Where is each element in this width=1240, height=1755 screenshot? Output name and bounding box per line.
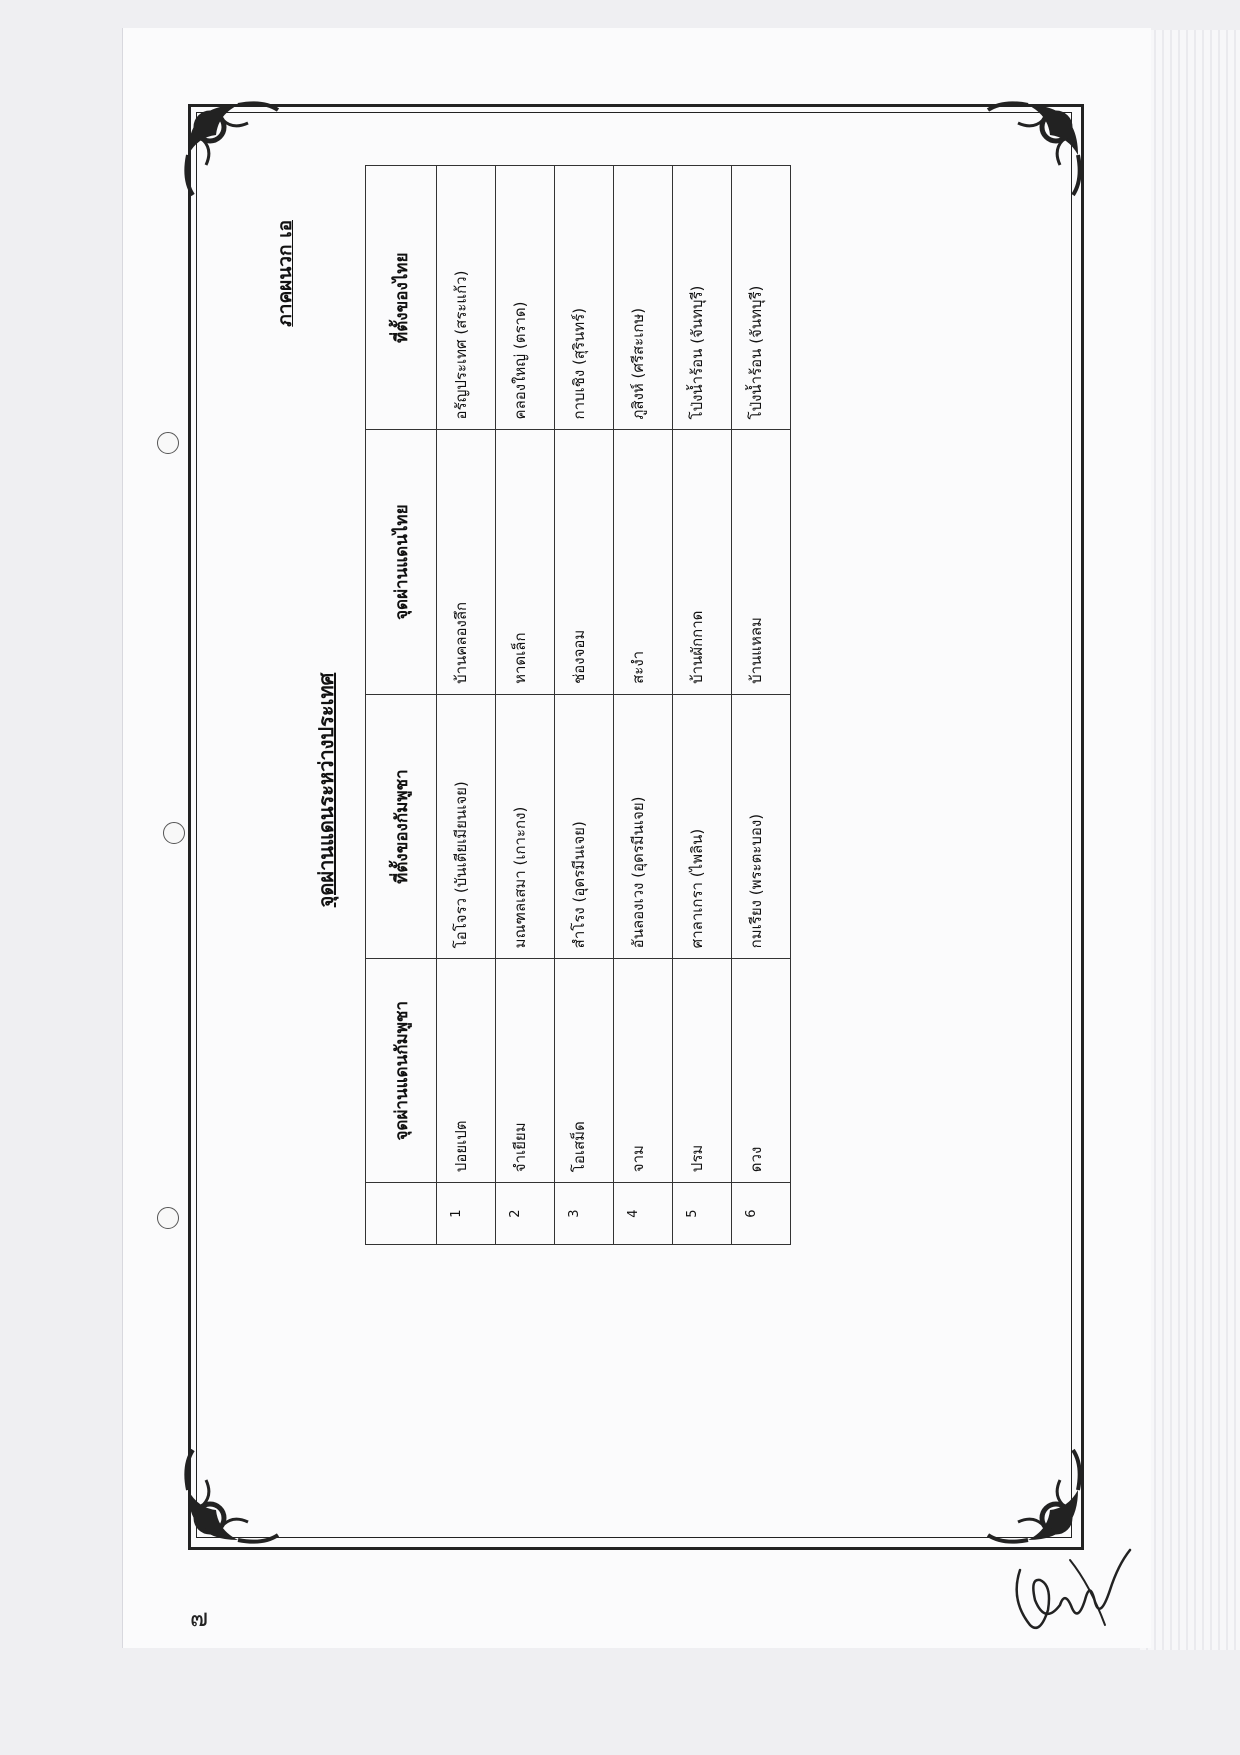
punch-hole-bottom [157,1207,179,1229]
cell-number: 6 [732,1183,791,1245]
rotated-content [180,180,880,1400]
cell-cambodia-location: อันลองเวง (อุดรมีนเจย) [614,694,673,958]
cell-thailand-location: โป่งน้ำร้อน (จันทบุรี) [732,166,791,430]
header-thailand-location: ที่ตั้งของไทย [366,166,437,430]
cell-thailand-location: โป่งน้ำร้อน (จันทบุรี) [673,166,732,430]
header-cambodia-checkpoint: จุดผ่านแดนกัมพูชา [366,959,437,1183]
cell-cambodia-checkpoint: ปรม [673,959,732,1183]
table-header-row [366,166,437,1245]
cell-cambodia-location: กมเรียง (พระตะบอง) [732,694,791,958]
cell-cambodia-checkpoint: ปอยเปต [437,959,496,1183]
header-thailand-checkpoint: จุดผ่านแดนไทย [366,430,437,694]
table-row [496,166,555,1245]
cell-cambodia-location: มณฑลเสมา (เกาะกง) [496,694,555,958]
header-number [366,1183,437,1245]
table-row [437,166,496,1245]
cell-thailand-checkpoint: บ้านคลองลึก [437,430,496,694]
cell-thailand-checkpoint: ช่องจอม [555,430,614,694]
punch-hole-top [157,432,179,454]
cell-cambodia-checkpoint: ดวง [732,959,791,1183]
border-crossings-table [365,165,791,1245]
cell-number: 3 [555,1183,614,1245]
header-cambodia-location: ที่ตั้งของกัมพูชา [366,694,437,958]
handwritten-signature [1000,1530,1140,1640]
table-row [614,166,673,1245]
table-row [732,166,791,1245]
cell-number: 5 [673,1183,732,1245]
cell-thailand-checkpoint: สะงำ [614,430,673,694]
cell-thailand-location: อรัญประเทศ (สระแก้ว) [437,166,496,430]
cell-number: 1 [437,1183,496,1245]
page-number: ๗ [190,1604,209,1632]
corner-ornament-bottom-left [178,1440,288,1550]
cell-cambodia-checkpoint: จาม [614,959,673,1183]
cell-cambodia-location: โอโจรว (บันเตียเมียนเจย) [437,694,496,958]
table-row [555,166,614,1245]
cell-thailand-checkpoint: บ้านผักกาด [673,430,732,694]
cell-number: 4 [614,1183,673,1245]
table-row [673,166,732,1245]
cell-thailand-location: กาบเชิง (สุรินทร์) [555,166,614,430]
page-edges [1140,30,1240,1650]
corner-ornament-top-right [978,95,1088,205]
cell-thailand-checkpoint: หาดเล็ก [496,430,555,694]
cell-thailand-location: คลองใหญ่ (ตราด) [496,166,555,430]
cell-cambodia-checkpoint: จำเยียม [496,959,555,1183]
annex-label: ภาคผนวก เอ [274,220,296,327]
cell-cambodia-location: ศาลาเกรา (ไพลิน) [673,694,732,958]
cell-thailand-location: ภูสิงห์ (ศรีสะเกษ) [614,166,673,430]
cell-cambodia-checkpoint: โอเสม็ด [555,959,614,1183]
cell-cambodia-location: สำโรง (อุดรมีนเจย) [555,694,614,958]
cell-number: 2 [496,1183,555,1245]
document-title: จุดผ่านแดนระหว่างประเทศ [314,672,338,908]
cell-thailand-checkpoint: บ้านแหลม [732,430,791,694]
